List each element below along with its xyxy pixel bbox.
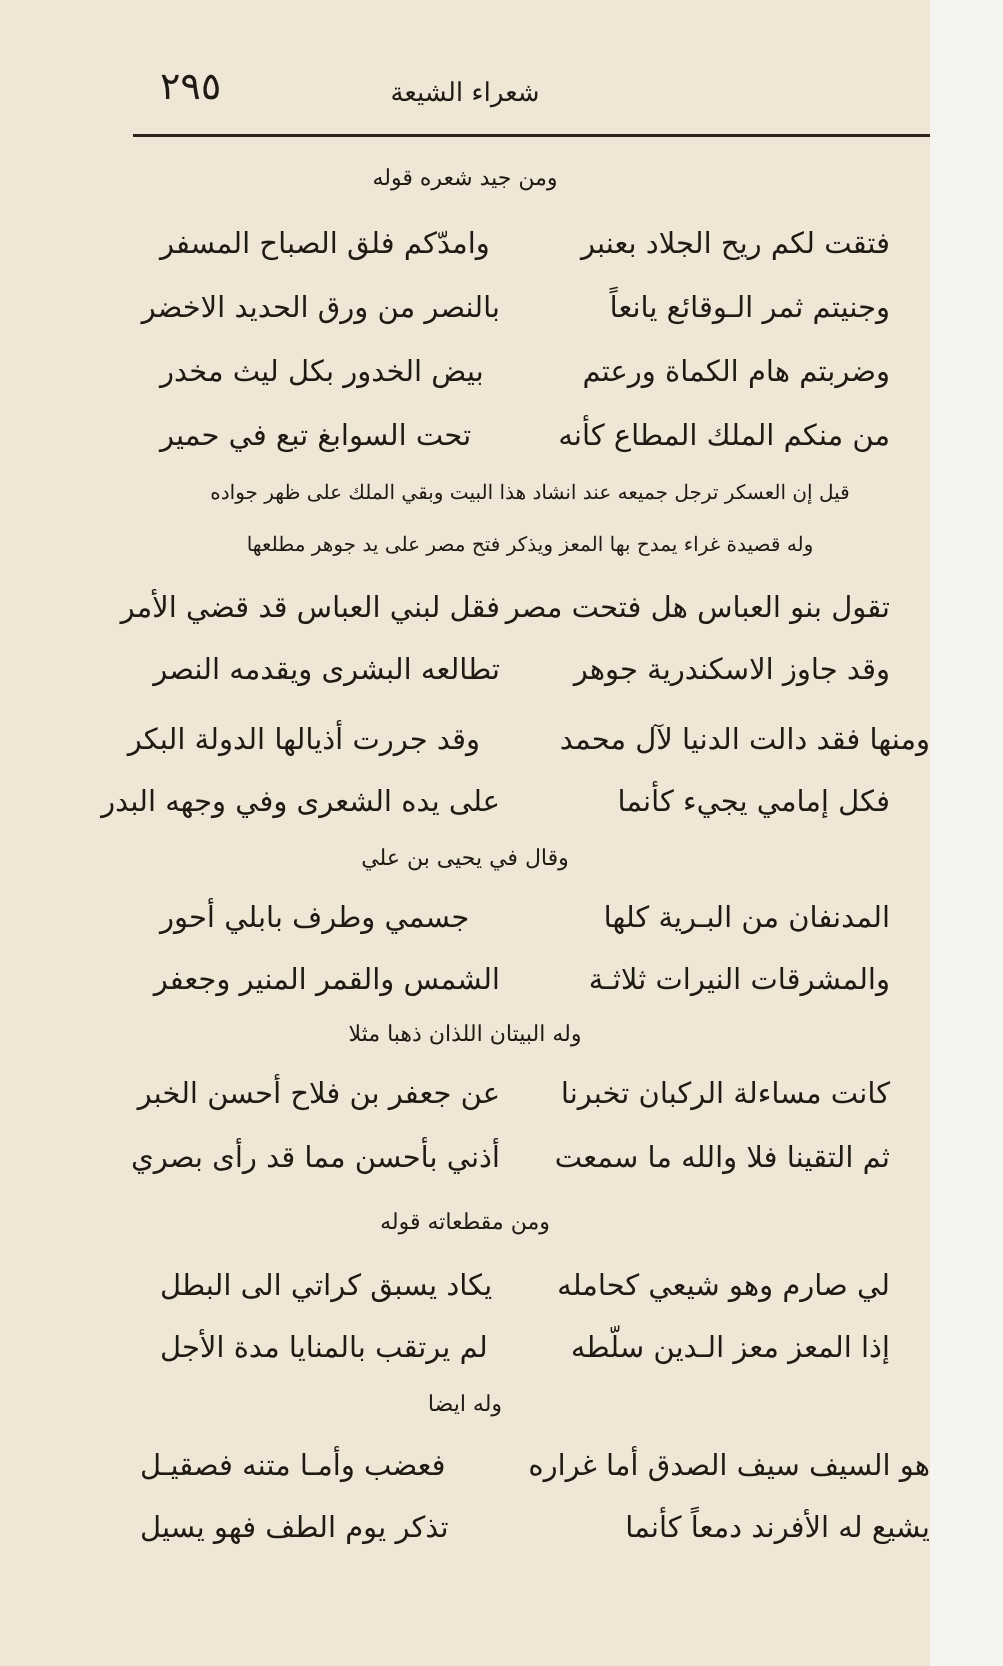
section-heading: وله البيتان اللذان ذهبا مثلا [348, 1022, 582, 1047]
prose-note: وله قصيدة غراء يمدح بها المعز ويذكر فتح مصر على يد جوهر مطلعها [246, 532, 814, 556]
running-title: شعراء الشيعة [390, 78, 540, 108]
verse-second-hemistich: فعضب وأمـا متنه فصقيـل [140, 1448, 446, 1482]
verse-first-hemistich: فكل إمامي يجيء كأنما [617, 784, 890, 818]
section-heading: وله ايضا [427, 1392, 503, 1417]
verse-first-hemistich: إذا المعز معز الـدين سلّطه [570, 1330, 890, 1364]
verse-first-hemistich: هو السيف سيف الصدق أما غراره [528, 1448, 930, 1482]
verse-second-hemistich: جسمي وطرف بابلي أحور [160, 900, 470, 934]
verse-second-hemistich: أذني بأحسن مما قد رأى بصري [131, 1140, 500, 1174]
header-rule [133, 134, 930, 137]
verse-first-hemistich: ثم التقينا فلا والله ما سمعت [554, 1140, 890, 1174]
verse-first-hemistich: كانت مساءلة الركبان تخبرنا [560, 1076, 890, 1110]
verse-second-hemistich: عن جعفر بن فلاح أحسن الخبر [137, 1076, 500, 1110]
verse-first-hemistich: المدنفان من البـرية كلها [603, 900, 890, 934]
page-number: ٢٩٥ [160, 64, 222, 108]
verse-second-hemistich: وامدّكم فلق الصباح المسفر [160, 226, 490, 260]
verse-first-hemistich: لي صارم وهو شيعي كحامله [557, 1268, 890, 1302]
verse-first-hemistich: وضربتم هام الكماة ورعتم [582, 354, 890, 388]
section-heading: ومن جيد شعره قوله [372, 166, 558, 191]
verse-second-hemistich: تحت السوابغ تبع في حمير [160, 418, 472, 452]
verse-second-hemistich: تذكر يوم الطف فهو يسيل [140, 1510, 449, 1544]
verse-second-hemistich: فقل لبني العباس قد قضي الأمر [120, 590, 500, 624]
verse-first-hemistich: فتقت لكم ريح الجلاد بعنبر [581, 226, 890, 260]
prose-note: قيل إن العسكر ترجل جميعه عند انشاد هذا البيت وبقي الملك على ظهر جواده [210, 480, 850, 504]
verse-second-hemistich: وقد جررت أذيالها الدولة البكر [127, 722, 480, 756]
verse-first-hemistich: والمشرقات النيرات ثلاثـة [588, 962, 890, 996]
verse-first-hemistich: يشيع له الأفرند دمعاً كأنما [625, 1510, 930, 1544]
verse-first-hemistich: من منكم الملك المطاع كأنه [558, 418, 890, 452]
section-heading: ومن مقطعاته قوله [380, 1210, 550, 1235]
verse-second-hemistich: تطالعه البشرى ويقدمه النصر [153, 652, 500, 686]
verse-first-hemistich: ومنها فقد دالت الدنيا لآل محمد [559, 722, 930, 756]
verse-first-hemistich: وقد جاوز الاسكندرية جوهر [573, 652, 890, 686]
verse-second-hemistich: الشمس والقمر المنير وجعفر [153, 962, 500, 996]
verse-second-hemistich: على يده الشعرى وفي وجهه البدر [101, 784, 500, 818]
verse-second-hemistich: يكاد يسبق كراتي الى البطل [160, 1268, 493, 1302]
verse-first-hemistich: تقول بنو العباس هل فتحت مصر [505, 590, 890, 624]
verse-first-hemistich: وجنيتم ثمر الـوقائع يانعاً [609, 290, 890, 324]
verse-second-hemistich: بيض الخدور بكل ليث مخدر [160, 354, 484, 388]
verse-second-hemistich: لم يرتقب بالمنايا مدة الأجل [160, 1330, 488, 1364]
section-heading: وقال في يحيى بن علي [361, 846, 569, 871]
verse-second-hemistich: بالنصر من ورق الحديد الاخضر [141, 290, 500, 324]
